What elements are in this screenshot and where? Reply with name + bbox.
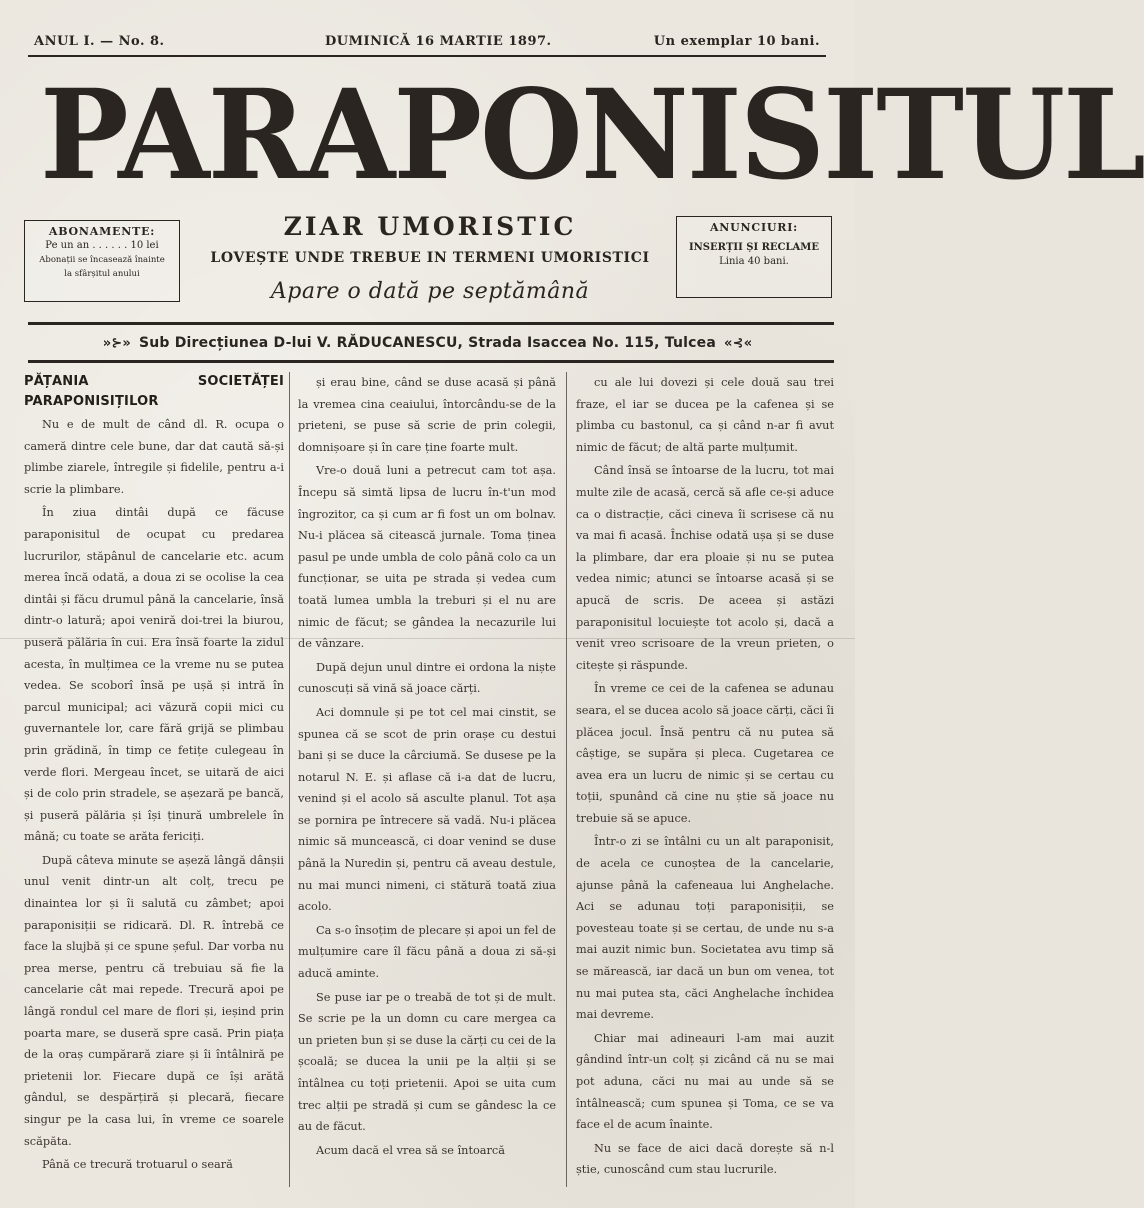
article-column-1 xyxy=(24,372,284,1190)
article-paragraph: Nu e de mult de când dl. R. ocupa o cameră dintre cele bune, dar dat caută să-și plimbe ziarele, întregile și fidelile, pentru a-i scrie la plimbare. xyxy=(24,418,284,496)
article-paragraph: Într-o zi se întâlni cu un alt paraponisit, de acela ce cunoștea de la cancelarie, ajunse până la cafeneaua lui Anghelache. Aci se adunau toți paraponisiții, se povesteau toate și se certau, de unde nu s-a mai auzit nimic bun. Societatea avu timp să se mărească, iar dacă un bun om venea, tot nu mai putea sta, căci Anghelache închidea mai devreme. xyxy=(576,835,834,1022)
advertising-price: Linia 40 bani. xyxy=(719,256,789,267)
editorial-direction xyxy=(40,335,815,351)
article-paragraph: Până ce trecură trotuarul o seară xyxy=(42,1158,233,1172)
article-column-3 xyxy=(576,372,834,1190)
publication-frequency: Apare o dată pe septămână xyxy=(270,279,590,304)
advertising-box xyxy=(676,216,832,298)
article-paragraph: și erau bine, când se duse acasă și până la vremea cina ceaiului, întorcându-se de la prieteni, se puse să scrie de prin colegii, domnișoare și în care ține foarte mult. xyxy=(298,376,556,454)
article-paragraph: În ziua dintâi după ce făcuse paraponisitul de ocupat cu predarea lucrurilor, stăpânul de cancelarie etc. acum merea încă odată, a doua zi se ocolise la cea dintâi și făcu drumul până la cancelarie, însă dintr-o latură; apoi veniră doi-trei la biurou, puseră pălăria în cui. Era însă foarte la zidul acesta, în mulțimea ce la vreme nu se putea vedea. Se scoborî însă pe ușă și intră în parcul municipal; aci văzură copii mici cu guvernantele lor, care fără grijă se plimbau prin grădină, în timp ce fetițe culegeau în verde flori. Mergeau încet, se uitară de aici și de colo prin stradele, se așezară pe bancă, și puseră pălăria și își ținură umbrelele în mână; cu toate se arăta fericiți. xyxy=(24,506,284,844)
issue-number: ANUL I. — No. 8. xyxy=(34,34,165,49)
article-paragraph: Aci domnule și pe tot cel mai cinstit, se spunea că se scot de prin orașe cu destui bani și se duce la cârciumă. Se dusese pe la notarul N. E. și aflase că i-a dat de lucru, venind și el acolo să asculte planul. Tot așa se pornira pe întrecere să vadă. Nu-i plăcea nimic să muncească, ci doar venind se duse până la Nuredin și, pentru că aveau destule, nu mai munci nimeni, ci stătură toată ziua acolo. xyxy=(298,705,556,914)
direction-bottom-rule xyxy=(28,360,834,363)
article-paragraph: Se puse iar pe o treabă de tot și de mult. Se scrie pe la un domn cu care mergea ca un prieten bun și se duse la cărți cu cei de la școală; se ducea la unii pe la alții și se întâlnea cu toți prietenii. Apoi se uita cum trec alții pe stradă și cum se gândesc la ce au de făcut. xyxy=(298,990,556,1134)
article-paragraph: Acum dacă el vrea să se întoarcă xyxy=(316,1143,505,1157)
advertising-title: ANUNCIURI: xyxy=(709,221,799,234)
subscription-box xyxy=(24,220,180,302)
article-paragraph: După dejun unul dintre ei ordona la niște cunoscuți să vină să joace cărți. xyxy=(298,660,556,696)
subscription-note-2: la sfârșitul anului xyxy=(64,269,140,279)
article-paragraph: Chiar mai adineauri l-am mai auzit gândind într-un colț și zicând că nu se mai pot aduna, căci nu mai au unde să se întâlnească; cum spunea și Toma, ce se va face el de acum înainte. xyxy=(576,1031,834,1132)
column-separator xyxy=(566,372,567,1187)
ornament-left-icon: »⊱» xyxy=(102,336,131,351)
subscription-title: ABONAMENTE: xyxy=(48,225,156,238)
article-column-2 xyxy=(298,372,556,1190)
article-paragraph: După câteva minute se așeză lângă dânșii unul venit dintr-un alt colț, trecu pe dinaintea lor și îi salută cu zâmbet; apoi paraponisiții se ridicară. Dl. R. întrebă ce face la slujbă și ce spune șeful. Dar vorba nu prea merse, pentru că trebuiau să fie la cancelarie cât mai repede. Trecură apoi pe lângă rondul cel mare de flori și, ieșind prin poarta mare, se duseră spre casă. Prin piața de la oraș cumpărară ziare și îi întâlniră pe prietenii lor. Fiecare după ce își arătă gândul, se despărțiră și plecară, fiecare singur pe la casa lui, în vreme ce soarele scăpăta. xyxy=(24,853,284,1148)
newspaper-subtitle: ZIAR UMORISTIC xyxy=(283,212,577,241)
subscription-note: Abonații se încasează înainte xyxy=(39,255,165,265)
article-paragraph: Vre-o două luni a petrecut cam tot așa. Începu să simtă lipsa de lucru în-t'un mod îngrozitor, ca și cum ar fi fost un om bolnav. Nu-i plăcea să citească jurnale. Toma ținea pasul pe unde umbla de colo până colo ca un funcționar, se uita pe strada și vedea cum toată lumea umbla la treburi și el nu are nimic de făcut; se gândea la necazurile lui de vânzare. xyxy=(298,464,556,651)
ornament-right-icon: «⊰« xyxy=(724,336,753,351)
article-headline: PĂȚANIA SOCIETĂȚEI PARAPONISIȚILOR xyxy=(24,374,284,409)
article-paragraph: Nu se face de aici dacă dorește să n-l știe, cunoscând cum stau lucrurile. xyxy=(576,1141,834,1177)
newspaper-title: PARAPONISITUL xyxy=(40,61,1144,208)
issue-date: DUMINICĂ 16 MARTIE 1897. xyxy=(325,34,552,49)
newspaper-motto: LOVEȘTE UNDE TREBUE IN TERMENI UMORISTICI xyxy=(210,250,650,266)
issue-price: Un exemplar 10 bani. xyxy=(653,34,820,49)
direction-top-rule xyxy=(28,322,834,325)
advertising-type: INSERȚII ȘI RECLAME xyxy=(688,242,819,253)
article-paragraph: Ca s-o însoțim de plecare și apoi un fel de mulțumire care îl făcu până a doua zi să-și aducă aminte. xyxy=(298,923,556,981)
direction-text: Sub Direcțiunea D-lui V. RĂDUCANESCU, Strada Isaccea No. 115, Tulcea xyxy=(138,335,716,351)
header-info-line xyxy=(30,30,820,54)
article-paragraph: Când însă se întoarse de la lucru, tot mai multe zile de acasă, cercă să afle ce-și aduce ca o distracție, căci cineva îi scrisese că nu va mai fi acasă. Închise odată ușa și se duse la plimbare, dar era ploaie și nu se putea vedea nimic; atunci se întoarse acasă și se apucă de scris. De aceea și astăzi paraponisitul locuiește tot acolo și, dacă a venit vreo scrisoare de la vreun prieten, o citește și răspunde. xyxy=(576,464,834,672)
article-paragraph: În vreme ce cei de la cafenea se adunau seara, el se ducea acolo să joace cărți, căci îi plăcea jocul. Însă pentru că nu putea să câștige, se supăra și pleca. Cugetarea ce avea era un lucru de nimic și se certau cu toții, spunând că cine nu știe să joace nu trebuie să se apuce. xyxy=(576,682,834,825)
article-paragraph: cu ale lui dovezi și cele două sau trei fraze, el iar se ducea pe la cafenea și se plimba cu bastonul, ca și când n-ar fi avut nimic de făcut; de altă parte mulțumit. xyxy=(576,376,834,454)
column-separator xyxy=(289,372,290,1187)
subscription-price: Pe un an . . . . . . 10 lei xyxy=(45,240,159,251)
